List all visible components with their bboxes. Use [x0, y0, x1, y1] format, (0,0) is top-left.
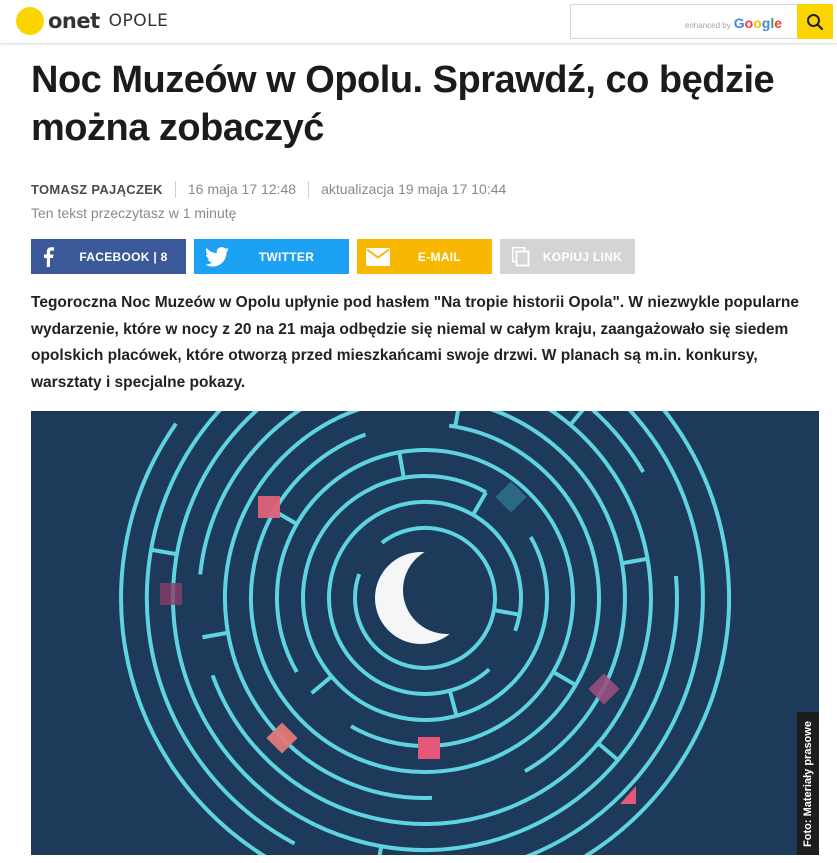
top-bar	[0, 0, 837, 44]
maze-wall	[494, 610, 520, 615]
logo-text: onet	[48, 9, 100, 33]
google-letter-2: o	[744, 15, 754, 31]
maze-wall	[553, 672, 576, 685]
share-email-button[interactable]	[357, 239, 492, 274]
google-letter-3: o	[753, 15, 762, 31]
copy-link-label: KOPIUJ LINK	[542, 249, 623, 264]
twitter-icon	[200, 239, 234, 274]
maze-wall	[622, 559, 648, 564]
maze-wall	[450, 691, 457, 716]
google-letter-4: g	[761, 15, 771, 31]
read-time: Ten tekst przeczytasz w 1 minutę	[31, 205, 237, 221]
publish-date: 16 maja 17 12:48	[187, 181, 297, 197]
maze-wall	[202, 633, 228, 638]
maze-wall	[570, 411, 587, 425]
maze-wall	[473, 492, 486, 515]
maze-wall	[455, 411, 460, 427]
search-button[interactable]	[797, 4, 833, 39]
maze-wall	[399, 452, 404, 478]
maze-wall	[598, 743, 618, 760]
copy-link-icon	[504, 239, 538, 274]
search-branding	[685, 15, 782, 31]
share-facebook-button[interactable]	[31, 239, 186, 274]
maze-moon-illustration	[31, 411, 819, 855]
google-letter-6: e	[774, 15, 782, 31]
maze-tile	[588, 673, 619, 704]
share-twitter-button[interactable]	[194, 239, 349, 274]
meta-divider	[308, 181, 309, 198]
search-icon	[806, 13, 824, 31]
copy-link-button[interactable]	[500, 239, 635, 274]
search-box	[570, 4, 833, 39]
maze-wall	[151, 550, 177, 555]
section-name[interactable]: OPOLE	[108, 11, 169, 31]
share-facebook-label: FACEBOOK | 8	[79, 249, 168, 264]
share-twitter-label: TWITTER	[258, 249, 315, 264]
maze-tile	[160, 583, 182, 605]
google-letter-5: l	[770, 15, 775, 31]
email-icon	[361, 239, 395, 274]
article-lead: Tegoroczna Noc Muzeów w Opolu upłynie pod hasłem "Na tropie historii Opola". W niezwykle popularne wydarzenie, które w nocy z 20 na 21 maja odbędzie się niemal w całym kraju, zaangażowało się siedem opolskich placówek, które otworzą przed mieszkańcami swoje drzwi. W planach są m.in. konkursy, warsztaty i specjalne pokazy.	[31, 294, 799, 391]
google-letter-1: G	[733, 15, 745, 31]
article-title: Noc Muzeów w Opolu. Sprawdź, co będzie można zobaczyć	[31, 59, 775, 149]
onet-logo[interactable]	[16, 5, 168, 37]
photo-credit	[797, 712, 819, 855]
meta-divider	[175, 181, 176, 198]
update-date: aktualizacja 19 maja 17 10:44	[321, 181, 507, 197]
search-brand-google	[734, 15, 782, 31]
onet-logo-dot-icon	[16, 7, 44, 35]
moon-shadow	[403, 546, 491, 634]
article-meta	[31, 179, 506, 199]
maze-tile	[418, 737, 440, 759]
maze-tile	[258, 496, 280, 518]
article-photo[interactable]	[31, 411, 819, 855]
photo-credit-text: Foto: Materiały prasowe	[802, 720, 814, 847]
search-brand-prefix: enhanced by	[684, 21, 731, 30]
share-email-label: E-MAIL	[417, 249, 462, 264]
author-name[interactable]: TOMASZ PAJĄCZEK	[31, 181, 163, 197]
maze-wall	[312, 676, 332, 693]
facebook-icon	[31, 239, 65, 274]
